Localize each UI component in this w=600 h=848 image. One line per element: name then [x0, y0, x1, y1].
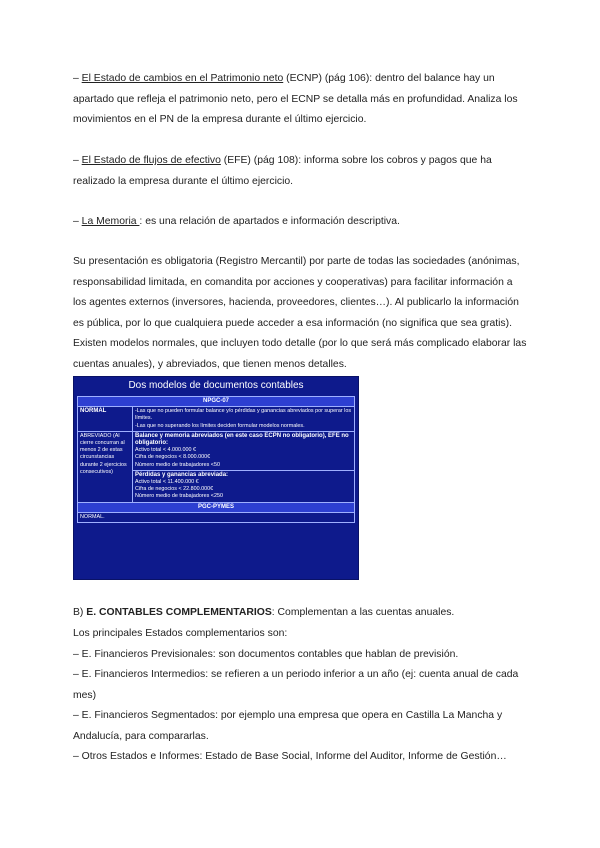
paragraph-efe: – El Estado de flujos de efectivo (EFE) (pág 108): informa sobre los cobros y pagos que ha realizado la empresa durante el último ejercicio. — [73, 155, 492, 187]
paragraph-ecnp: – El Estado de cambios en el Patrimonio neto (ECNP) (pág 106): dentro del balance hay un apartado que refleja el patrimonio neto, pero el ECNP se detalla más en profundidad. Analiza los movimientos en el PN de la empresa durante el último ejercicio. — [73, 73, 518, 125]
link-efe: El Estado de flujos de efectivo — [81, 155, 221, 166]
list-item: Los principales Estados complementarios son: — [73, 628, 288, 639]
row-label-normal: NORMAL — [78, 407, 133, 432]
link-ecnp: El Estado de cambios en el Patrimonio neto — [81, 73, 284, 84]
list-item: – E. Financieros Intermedios: se refieren a un periodo inferior a un año (ej: cuenta anual de cada mes) — [73, 669, 519, 701]
list-item: – Otros Estados e Informes: Estado de Base Social, Informe del Auditor, Informe de Gestión… — [73, 751, 507, 762]
section-b-heading: B) E. CONTABLES COMPLEMENTARIOS: Complementan a las cuentas anuales. — [73, 607, 455, 618]
row-label-pymes-normal: NORMAL. — [78, 512, 355, 522]
paragraph-memoria: – La Memoria : es una relación de apartados e información descriptiva. — [73, 216, 400, 227]
row-label-abreviado: ABREVIADO (Al cierre concurran al menos 2 de estas circunstancias durante 2 ejercicios consecutivos) — [78, 431, 133, 502]
table-header-npgc: NPGC-07 — [78, 397, 355, 407]
section-b-title: E. CONTABLES COMPLEMENTARIOS — [86, 607, 272, 618]
slide-title: Dos modelos de documentos contables — [128, 380, 304, 391]
list-item: – E. Financieros Segmentados: por ejemplo una empresa que opera en Castilla La Mancha y Andalucía, para compararlas. — [73, 710, 503, 742]
row-content-normal: -Las que no pueden formular balance y/o pérdidas y ganancias abreviados por superar los límites. -Las que no superando los límites deciden formular modelos normales. — [133, 407, 355, 432]
row-content-pyg: Pérdidas y ganancias abreviada: Activo total < 11.400.000 € Cifra de negocios < 22.800.000€ Número medio de trabajadores <250 — [133, 470, 355, 502]
row-content-balance: Balance y memoria abreviados (en este caso ECPN no obligatorio), EFE no obligatorio: Activo total < 4.000.000 € Cifra de negocios < 8.000.000€ Número medio de trabajadores <50 — [133, 431, 355, 470]
list-item: – E. Financieros Previsionales: son documentos contables que hablan de previsión. — [73, 649, 459, 660]
slide-image — [73, 376, 359, 580]
table-header-pymes: PGC-PYMES — [78, 502, 355, 512]
link-memoria: La Memoria — [81, 216, 140, 227]
models-table — [77, 396, 355, 523]
paragraph-presentacion: Su presentación es obligatoria (Registro Mercantil) por parte de todas las sociedades (anónimas, responsabilidad limitada, en comandita por acciones y cooperativas) para facilitar información a los agentes externos (inversores, hacienda, proveedores, clientes…). Al publicarlo la información es pública, por lo que cualquiera puede acceder a esa información (no significa que sea gratis). Existen modelos normales, que incluyen todo detalle (por lo que será más complicado elaborar las cuentas anuales), y abreviados, que tienen menos detalles. — [73, 256, 527, 370]
table-row — [78, 431, 355, 470]
table-row — [78, 512, 355, 522]
table-row — [78, 407, 355, 432]
